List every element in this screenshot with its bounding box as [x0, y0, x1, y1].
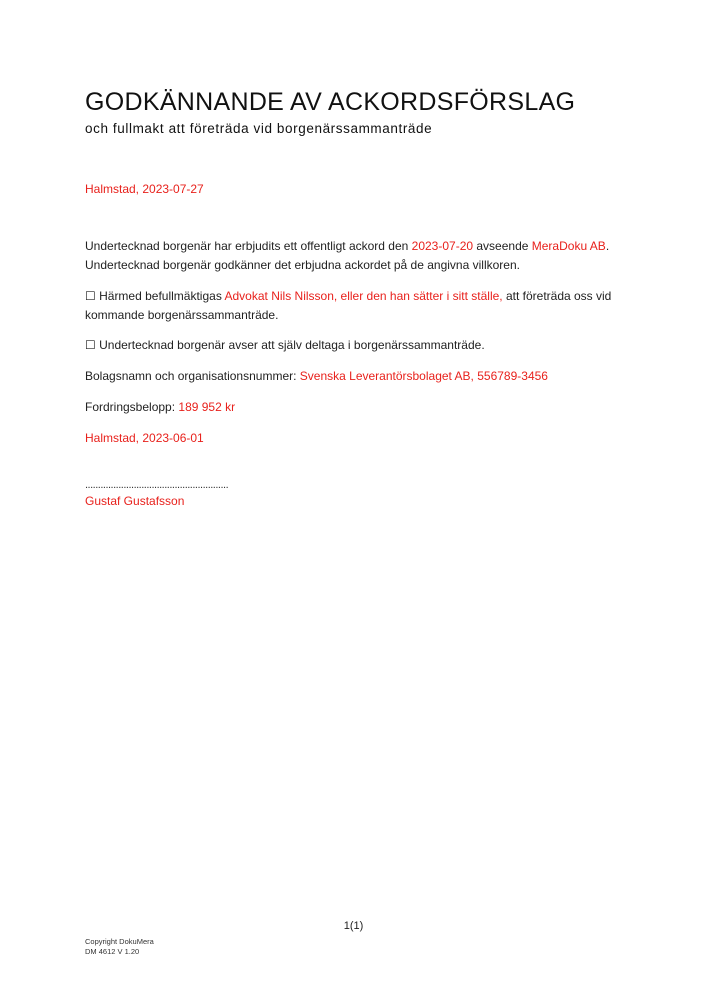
signatory-name: Gustaf Gustafsson [85, 494, 185, 508]
company-info-value: Svenska Leverantörsbolaget AB, 556789-3456 [299, 369, 548, 383]
proxy-checkbox[interactable]: ☐ [85, 289, 96, 303]
self-attend-option [85, 336, 625, 355]
intro-text-3: . Undertecknad borgenär godkänner det erbjudna ackordet på de angivna villkoren. [85, 239, 610, 272]
document-subtitle: och fullmakt att företräda vid borgenärssammanträde [85, 121, 433, 136]
self-attend-checkbox[interactable]: ☐ [85, 338, 96, 352]
self-attend-text: Undertecknad borgenär avser att själv deltaga i borgenärssammanträde. [95, 338, 485, 352]
footer-copyright: Copyright DokuMera [85, 937, 154, 946]
proxy-text-prefix: Härmed befullmäktigas [95, 289, 225, 303]
claim-label: Fordringsbelopp: [85, 400, 179, 414]
debtor-company: MeraDoku AB [531, 239, 606, 253]
intro-text-2: avseende [473, 239, 532, 253]
offer-date: 2023-07-20 [411, 239, 474, 253]
signature-place-date: Halmstad, 2023-06-01 [85, 431, 204, 445]
proxy-text-suffix: att företräda oss vid kommande borgenärssammanträde. [85, 289, 612, 322]
company-info [85, 367, 625, 386]
place-date: Halmstad, 2023-07-27 [85, 182, 204, 196]
document-title: GODKÄNNANDE AV ACKORDSFÖRSLAG [85, 88, 576, 116]
proxy-name: Advokat Nils Nilsson, eller den han sätter i sitt ställe, [224, 289, 503, 303]
footer [85, 937, 154, 957]
signature-line: ........................................................ [85, 479, 229, 491]
intro-text-1: Undertecknad borgenär har erbjudits ett offentligt ackord den [85, 239, 412, 253]
claim-amount [85, 398, 625, 417]
page-number: 1(1) [343, 920, 364, 932]
claim-value: 189 952 kr [178, 400, 236, 414]
proxy-option [85, 287, 625, 325]
company-info-label: Bolagsnamn och organisationsnummer: [85, 369, 300, 383]
footer-version: DM 4612 V 1.20 [85, 947, 140, 956]
intro-paragraph [85, 237, 625, 275]
